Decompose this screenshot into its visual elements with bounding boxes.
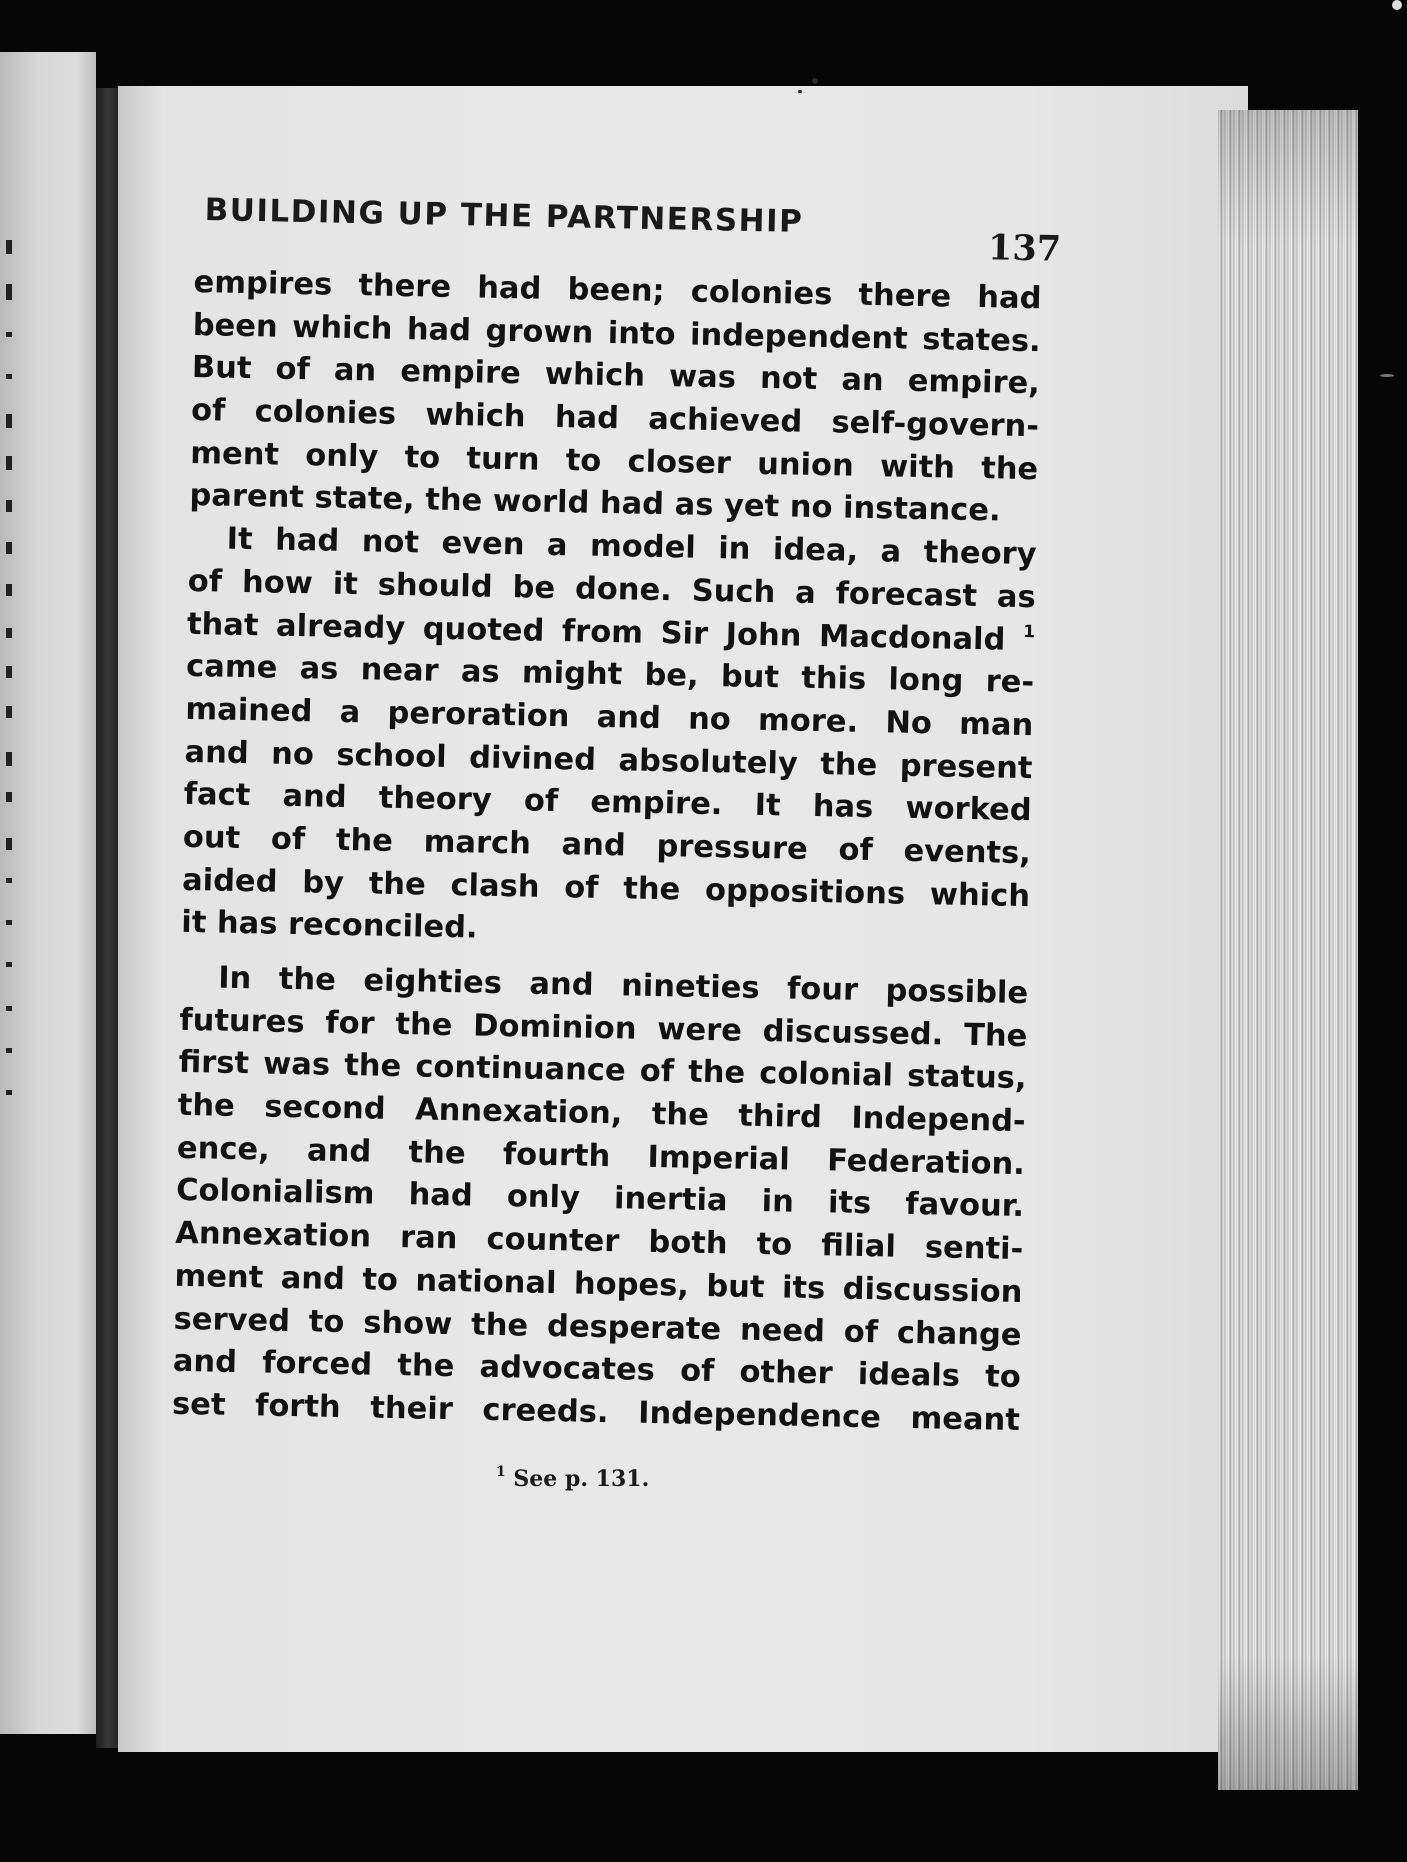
text-line: parent state, the world had as yet no instance. [189, 478, 1001, 529]
text-line: of colonies which had achieved self-govern- [190, 393, 1040, 445]
running-head-text: BUILDING UP THE PARTNERSHIP [204, 192, 804, 241]
text-line: fact and theory of empire. It has worked [183, 777, 1032, 829]
text-line: first was the continuance of the colonial status, [178, 1045, 1027, 1097]
footnote [496, 1466, 649, 1492]
dust-speck [1380, 374, 1394, 377]
text-line: Annexation ran counter both to filial senti- [175, 1215, 1024, 1268]
text-line: out of the march and pressure of events, [182, 819, 1032, 872]
text-line: But of an empire which was not an empire, [191, 350, 1041, 402]
book-gutter [96, 88, 120, 1748]
line-text: that already quoted from Sir John Macdonald [186, 606, 1006, 658]
text-line: aided by the clash of the oppositions which [181, 862, 1031, 914]
facing-page-edge [0, 52, 96, 1734]
text-line: it has reconciled. [180, 905, 478, 946]
footnote-reference: 1 [1023, 621, 1036, 642]
text-line: the second Annexation, the third Independ- [177, 1087, 1026, 1140]
text-line: It had not even a model in idea, a theory [226, 521, 1037, 573]
page-number: 137 [987, 227, 1062, 270]
text-line: set forth their creeds. Independence meant [171, 1386, 1021, 1438]
text-line: of how it should be done. Such a forecast as [187, 563, 1037, 616]
text-line: came as near as might be, but this long re- [185, 649, 1035, 701]
text-line: and forced the advocates of other ideals to [172, 1343, 1022, 1396]
text-line: served to show the desperate need of change [173, 1301, 1022, 1353]
text-line: been which had grown into independent states. [192, 307, 1041, 359]
dust-speck [798, 90, 802, 93]
footnote-marker: 1 [496, 1464, 506, 1480]
text-line: empires there had been; colonies there had [193, 264, 1042, 317]
page-fore-edge-shadow [1218, 110, 1358, 1790]
text-line: ment and to national hopes, but its discussion [174, 1258, 1023, 1310]
text-line: mained a peroration and no more. No man [185, 691, 1034, 744]
text-line: ence, and the fourth Imperial Federation. [176, 1130, 1026, 1182]
text-line: and no school divined absolutely the present [184, 734, 1033, 786]
text-line: ment only to turn to closer union with the [189, 435, 1039, 487]
dust-speck [1392, 0, 1402, 10]
text-line: Colonialism had only inertia in its favour. [175, 1173, 1025, 1225]
dust-speck [812, 78, 818, 84]
text-line: In the eighties and nineties four possible [217, 960, 1029, 1012]
footnote-text: See p. 131. [513, 1466, 650, 1492]
text-line: futures for the Dominion were discussed. The [179, 1002, 1028, 1054]
body-text [172, 262, 1042, 1443]
